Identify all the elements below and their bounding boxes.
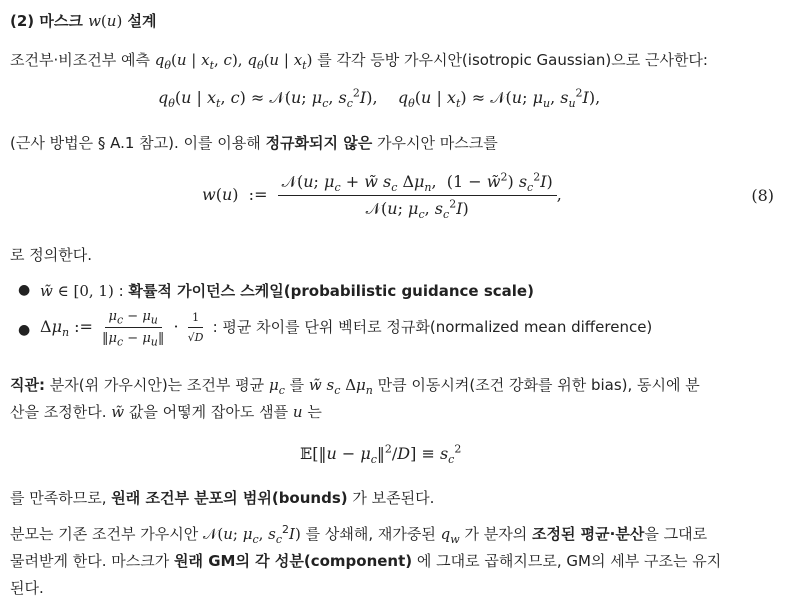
denominator-paragraph-line3: 된다. [10, 579, 44, 597]
define-paragraph: 로 정의한다. [10, 246, 92, 264]
approximation-equation: $q_\theta(u$ | $x_t$, c) ≈ 𝒩(u; $\mu_c$, $s_c^2I$), $q_\theta(u$ | $x_t$) ≈ 𝒩(u; $\mu_u$, $s_u^2I$), [158, 86, 601, 111]
bounds-paragraph: 를 만족하므로, 원래 조건부 분포의 범위(bounds) 가 보존된다. [10, 489, 435, 507]
denominator-paragraph-line1: 분모는 기존 조건부 가우시안 𝒩(u; $\mu_c$, $s_c^2I$) 를 상쇄해, 재가중된 $q_w$ 가 분자의 조정된 평균·분산을 그대로 [10, 523, 708, 546]
bullet-marker: ● [18, 322, 31, 338]
section-heading: (2) 마스크 w(u) 설계 [10, 12, 157, 30]
bullet-item-mean-difference: $\Delta\mu_n$ := $\frac{\mu_c - \mu_u}{‖\mu_c - \mu_u‖}$ · $\frac{1}{√D}$ : 평균 차이를 단위 벡터로 정규화(normalized mean difference) [40, 309, 653, 349]
intro-paragraph: 조건부·비조건부 예측 $q_\theta(u$ | $x_t$, c), $q_\theta(u$ | $x_t$) 를 각각 등방 가우시안(isotropic Gaussian)으로 근사한다: [10, 51, 708, 72]
bullet-marker: ● [18, 282, 31, 298]
mask-equation: w(u) := $\frac{𝒩(u; \mu_c + w̃ s_c \Delta\mu_n, (1 - w̃^2) s_c^2I)}{𝒩(u; \mu_c, s_c^2I)}$ , [202, 170, 562, 222]
equation-number: (8) [751, 186, 774, 205]
bullet-item-guidance-scale: w̃ ∈ [0, 1) : 확률적 가이던스 스케일(probabilistic guidance scale) [40, 282, 534, 300]
expectation-equation: 𝔼[‖u − $\mu_c‖^2/D] \equiv s_c^2$ [300, 442, 462, 467]
intuition-paragraph-line2: 산을 조정한다. w̃ 값을 어떻게 잡아도 샘플 u 는 [10, 403, 322, 421]
approx-note-paragraph: (근사 방법은 § A.1 참고). 이를 이용해 정규화되지 않은 가우시안 마스크를 [10, 134, 498, 152]
intuition-paragraph-line1: 직관: 분자(위 가우시안)는 조건부 평균 $\mu_c$ 를 w̃ $s_c$ $\Delta\mu_n$ 만큼 이동시켜(조건 강화를 위한 bias), 동시에 분 [10, 376, 700, 397]
denominator-paragraph-line2: 물려받게 한다. 마스크가 원래 GM의 각 성분(component) 에 그대로 곱해지므로, GM의 세부 구조는 유지 [10, 552, 722, 570]
